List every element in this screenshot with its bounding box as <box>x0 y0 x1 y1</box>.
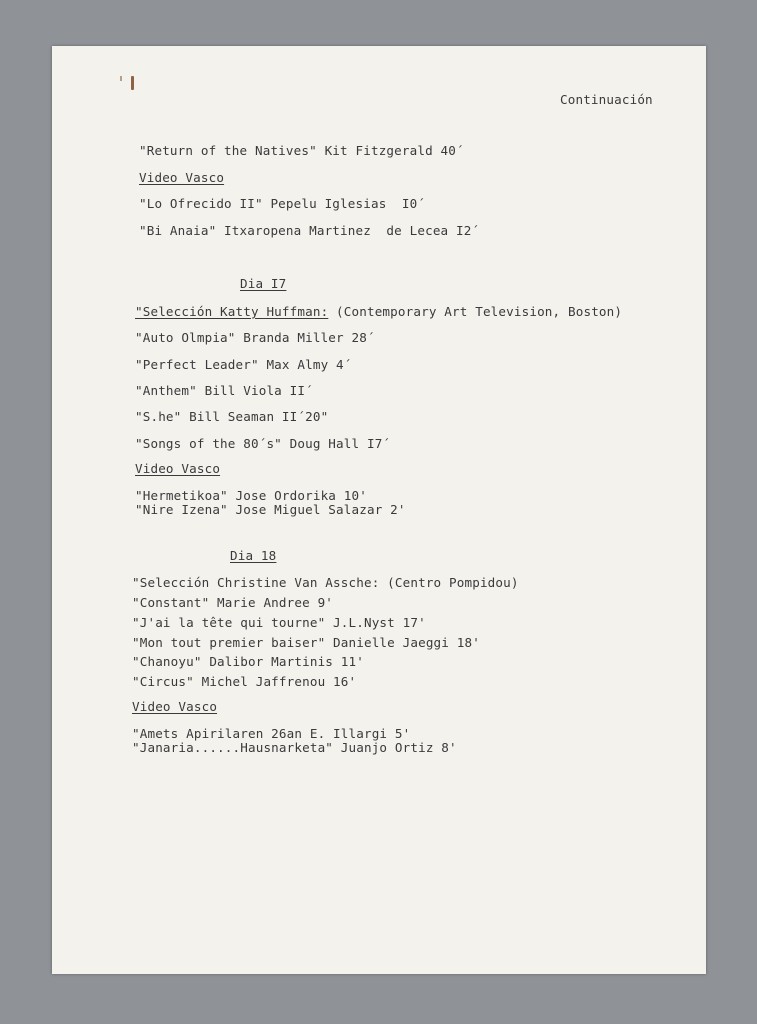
program-item: "Anthem" Bill Viola II´ <box>135 383 313 398</box>
document-page <box>52 46 706 974</box>
day-heading: Dia 18 <box>230 548 277 563</box>
program-item: "Perfect Leader" Max Almy 4´ <box>135 357 352 372</box>
program-item: "Nire Izena" Jose Miguel Salazar 2' <box>135 502 406 517</box>
selection-source: (Contemporary Art Television, Boston) <box>328 304 623 319</box>
continuation-label: Continuación <box>560 92 653 107</box>
ink-mark <box>120 76 122 81</box>
program-item: "Chanoyu" Dalibor Martinis 11' <box>132 654 364 669</box>
program-item: "S.he" Bill Seaman II´20" <box>135 409 329 424</box>
video-vasco-heading: Video Vasco <box>132 699 218 714</box>
day-heading: Dia I7 <box>240 276 287 291</box>
program-item: "Janaria......Hausnarketa" Juanjo Ortiz 8' <box>132 740 457 755</box>
program-item: "Bi Anaia" Itxaropena Martinez de Lecea I2´ <box>139 223 480 238</box>
program-item: "Lo Ofrecido II" Pepelu Iglesias I0´ <box>139 196 426 211</box>
ink-mark <box>131 76 134 90</box>
program-item: "Selección Christine Van Assche: (Centro Pompidou) <box>132 575 519 590</box>
program-item: "J'ai la tête qui tourne" J.L.Nyst 17' <box>132 615 426 630</box>
program-item: "Return of the Natives" Kit Fitzgerald 40´ <box>139 143 464 158</box>
program-item: "Hermetikoa" Jose Ordorika 10' <box>135 488 367 503</box>
program-item: "Constant" Marie Andree 9' <box>132 595 334 610</box>
program-item: "Mon tout premier baiser" Danielle Jaeggi 18' <box>132 635 480 650</box>
selection-line <box>135 304 622 319</box>
video-vasco-heading: Video Vasco <box>135 461 221 476</box>
video-vasco-heading: Video Vasco <box>139 170 225 185</box>
program-item: "Circus" Michel Jaffrenou 16' <box>132 674 357 689</box>
program-item: "Amets Apirilaren 26an E. Illargi 5' <box>132 726 411 741</box>
program-item: "Auto Olmpia" Branda Miller 28´ <box>135 330 375 345</box>
selection-title: "Selección Katty Huffman: <box>135 304 329 319</box>
program-item: "Songs of the 80´s" Doug Hall I7´ <box>135 436 391 451</box>
